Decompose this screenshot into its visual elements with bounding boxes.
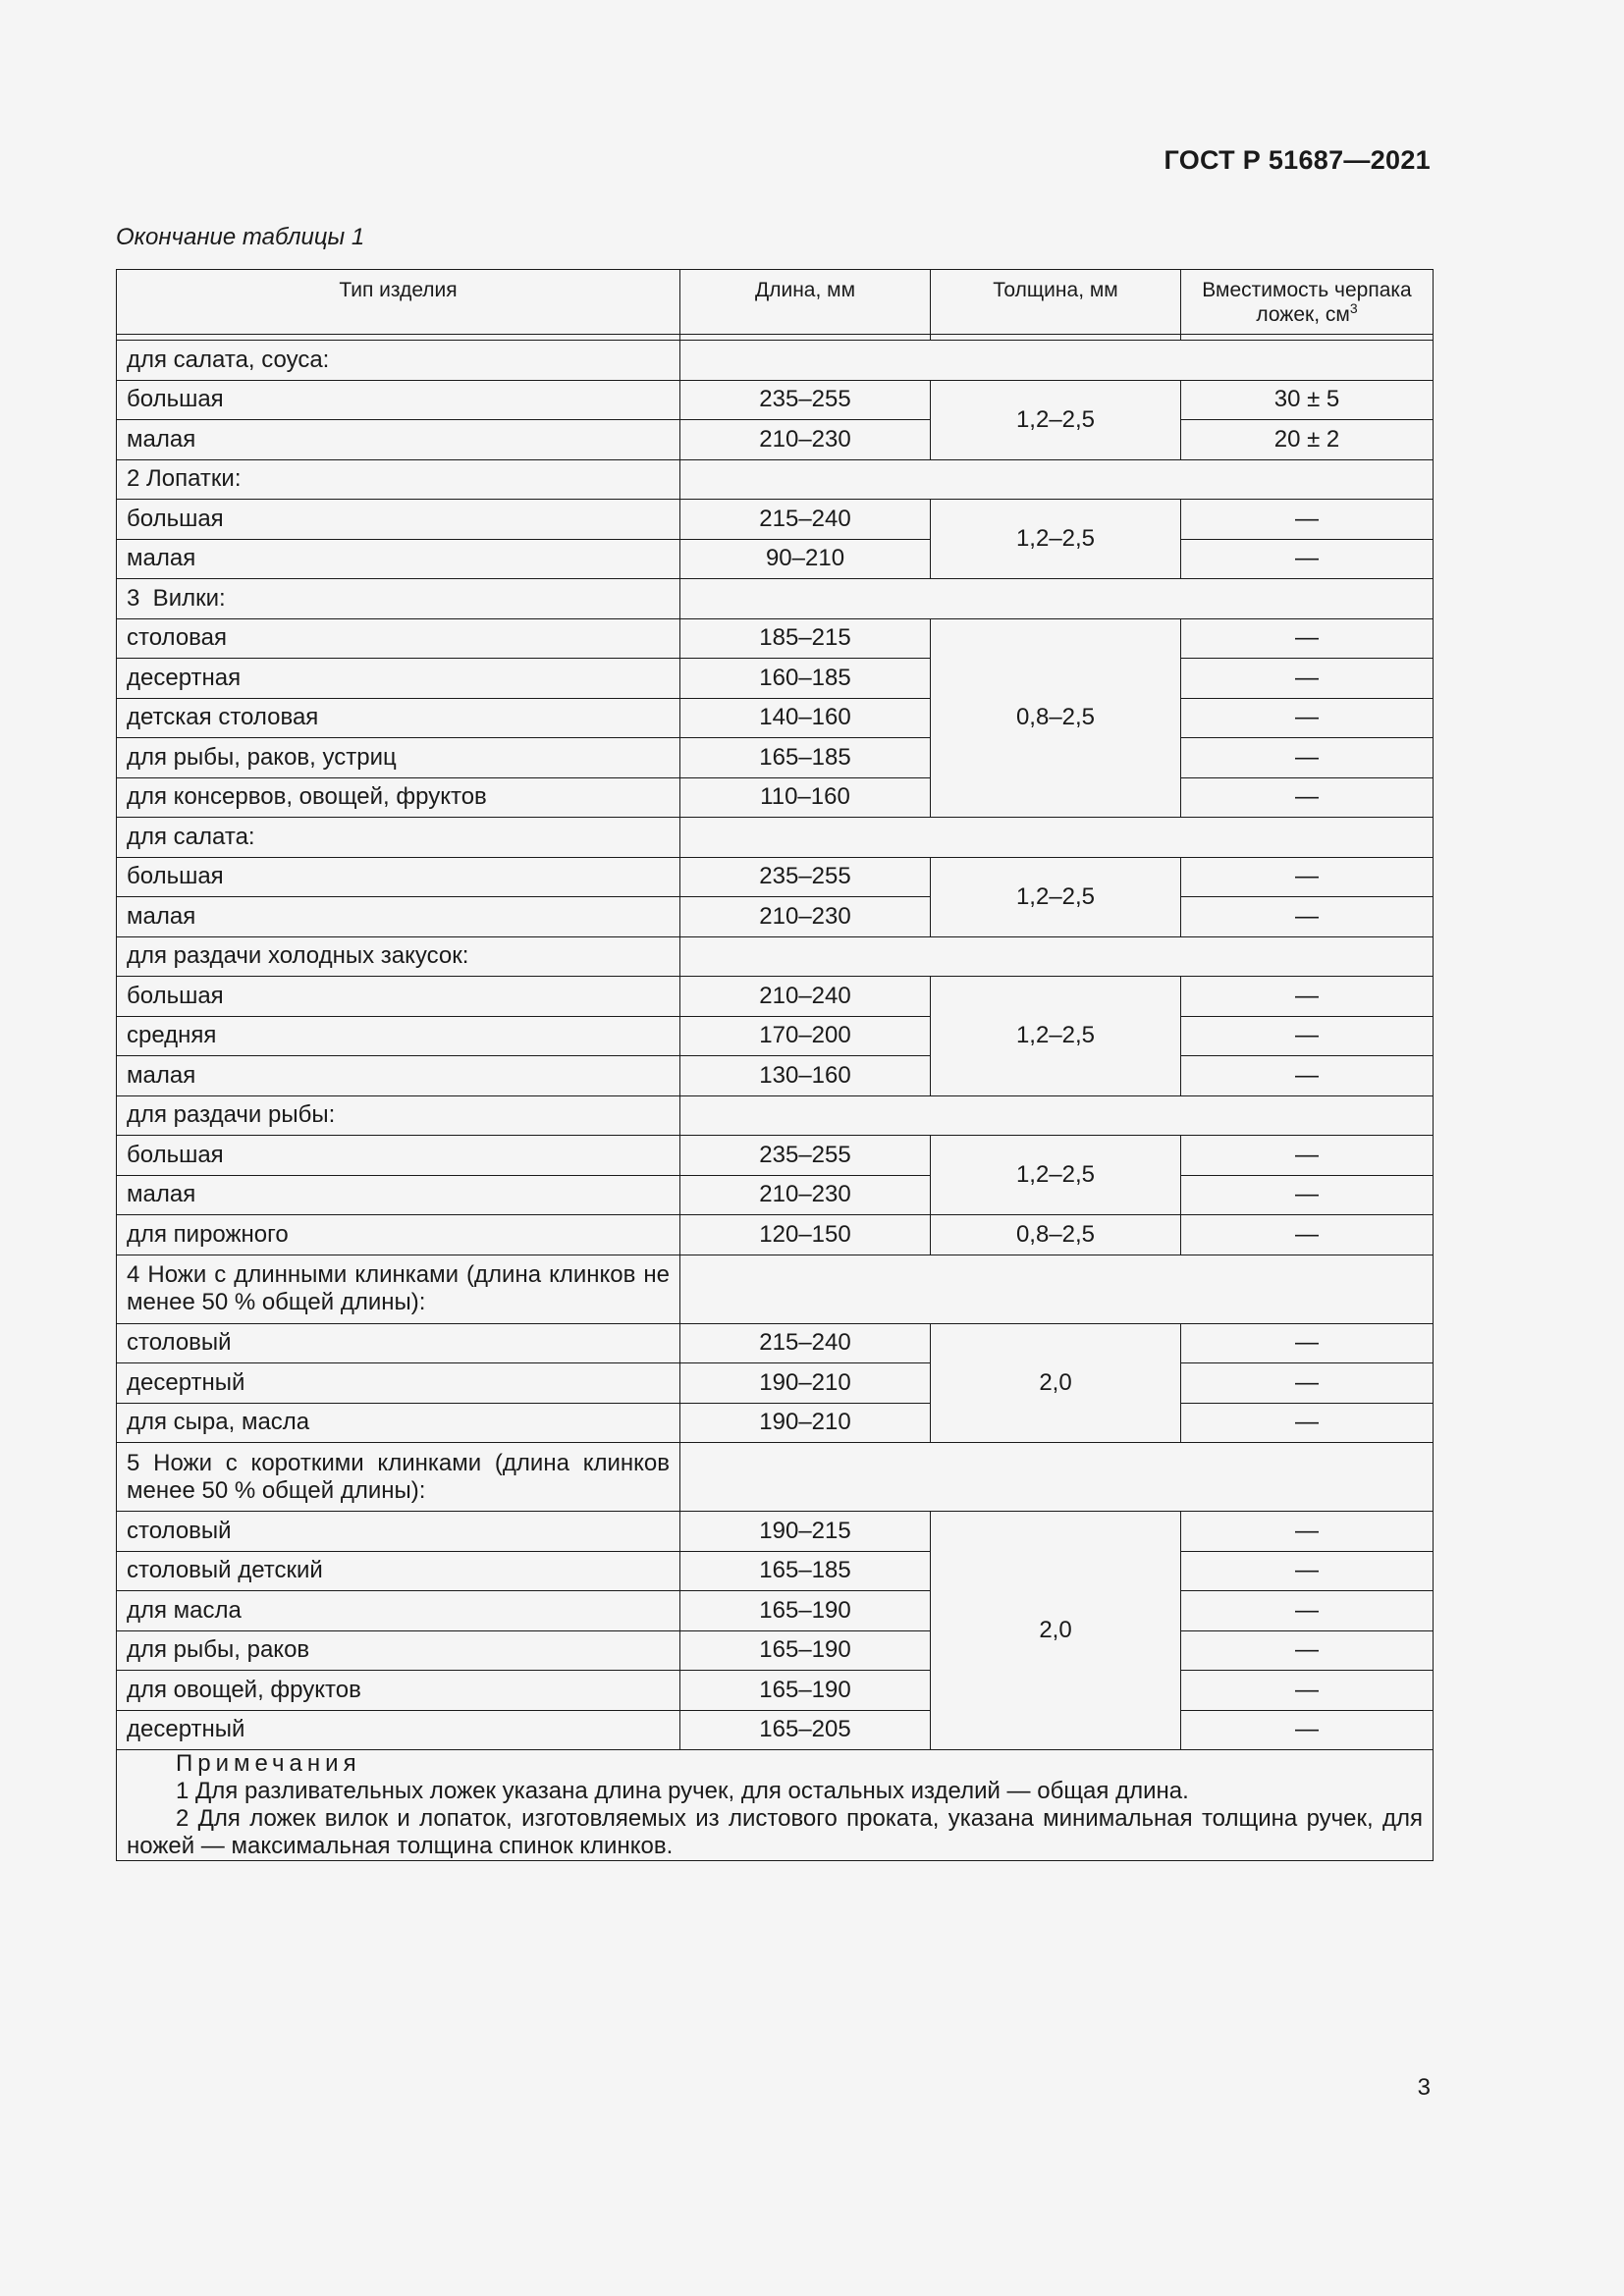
cell-type: для салата, соуса: [117, 341, 680, 381]
cell-type: детская столовая [117, 698, 680, 738]
cell-empty [680, 1095, 1434, 1136]
cell-length: 235–255 [680, 857, 931, 897]
cell-type: десертный [117, 1363, 680, 1404]
cell-thickness: 1,2–2,5 [931, 500, 1181, 579]
cell-thickness: 1,2–2,5 [931, 380, 1181, 459]
cell-length: 235–255 [680, 1136, 931, 1176]
table-row [117, 698, 1434, 738]
cell-thickness: 0,8–2,5 [931, 1215, 1181, 1255]
notes-row [117, 1750, 1434, 1861]
cell-capacity: — [1181, 1323, 1434, 1363]
cell-type: для консервов, овощей, фруктов [117, 777, 680, 818]
table-row [117, 977, 1434, 1017]
cell-capacity: — [1181, 1215, 1434, 1255]
cell-length: 190–215 [680, 1512, 931, 1552]
cell-capacity: — [1181, 1630, 1434, 1671]
cell-type: для пирожного [117, 1215, 680, 1255]
cell-type: средняя [117, 1016, 680, 1056]
cell-length: 190–210 [680, 1363, 931, 1404]
table-row [117, 539, 1434, 579]
table-row [117, 579, 1434, 619]
table-row [117, 1056, 1434, 1096]
table-row [117, 1215, 1434, 1255]
col-header-length: Длина, мм [680, 270, 931, 335]
cell-empty [680, 936, 1434, 977]
cell-type: малая [117, 897, 680, 937]
cell-empty [680, 341, 1434, 381]
cell-capacity: — [1181, 1403, 1434, 1443]
cell-length: 165–205 [680, 1710, 931, 1750]
cell-type: для раздачи рыбы: [117, 1095, 680, 1136]
cell-thickness: 1,2–2,5 [931, 857, 1181, 936]
cell-type: большая [117, 857, 680, 897]
cell-capacity: — [1181, 1512, 1434, 1552]
cell-capacity: — [1181, 1016, 1434, 1056]
table-row [117, 1323, 1434, 1363]
table-row [117, 1512, 1434, 1552]
cell-capacity: — [1181, 897, 1434, 937]
cell-length: 165–190 [680, 1591, 931, 1631]
cell-type: 5 Ножи с короткими клинками (длина клинков менее 50 % общей длины): [117, 1443, 680, 1512]
cell-empty [680, 1443, 1434, 1512]
cell-length: 210–240 [680, 977, 931, 1017]
cell-capacity: — [1181, 1136, 1434, 1176]
cell-empty [680, 459, 1434, 500]
cell-type: для салата: [117, 818, 680, 858]
capacity-header-sup: 3 [1349, 300, 1358, 316]
cell-type: большая [117, 977, 680, 1017]
table-row [117, 1363, 1434, 1404]
cell-capacity: — [1181, 1591, 1434, 1631]
cell-length: 160–185 [680, 659, 931, 699]
cell-capacity: — [1181, 777, 1434, 818]
capacity-header-line1: Вместимость черпака [1202, 279, 1412, 301]
cell-type: большая [117, 1136, 680, 1176]
cell-capacity: — [1181, 977, 1434, 1017]
cell-capacity: — [1181, 500, 1434, 540]
cell-length: 165–185 [680, 738, 931, 778]
cell-length: 110–160 [680, 777, 931, 818]
cell-length: 215–240 [680, 500, 931, 540]
cell-type: малая [117, 420, 680, 460]
cell-capacity: — [1181, 539, 1434, 579]
table-row [117, 1591, 1434, 1631]
cell-length: 190–210 [680, 1403, 931, 1443]
cell-length: 170–200 [680, 1016, 931, 1056]
cell-capacity: 20 ± 2 [1181, 420, 1434, 460]
cell-type: для овощей, фруктов [117, 1671, 680, 1711]
note-1: 1 Для разливательных ложек указана длина ручек, для остальных изделий — общая длина. [176, 1778, 1189, 1804]
col-header-type: Тип изделия [117, 270, 680, 335]
cell-type: для сыра, масла [117, 1403, 680, 1443]
cell-capacity: — [1181, 659, 1434, 699]
table-row [117, 777, 1434, 818]
cell-type: 3 Вилки: [117, 579, 680, 619]
table-notes [117, 1750, 1434, 1861]
cell-thickness: 1,2–2,5 [931, 1136, 1181, 1215]
cell-length: 235–255 [680, 380, 931, 420]
cell-thickness: 0,8–2,5 [931, 618, 1181, 818]
table-row [117, 1630, 1434, 1671]
cell-type: для рыбы, раков, устриц [117, 738, 680, 778]
cell-length: 165–185 [680, 1551, 931, 1591]
table-row [117, 818, 1434, 858]
cell-length: 210–230 [680, 897, 931, 937]
table-row [117, 738, 1434, 778]
cell-type: десертный [117, 1710, 680, 1750]
cell-type: для рыбы, раков [117, 1630, 680, 1671]
table-row [117, 341, 1434, 381]
product-table [116, 269, 1434, 1861]
cell-length: 215–240 [680, 1323, 931, 1363]
cell-capacity: — [1181, 698, 1434, 738]
cell-thickness: 1,2–2,5 [931, 977, 1181, 1096]
table-row [117, 1136, 1434, 1176]
cell-type: малая [117, 1056, 680, 1096]
cell-length: 120–150 [680, 1215, 931, 1255]
table-row [117, 659, 1434, 699]
cell-type: малая [117, 1175, 680, 1215]
cell-type: столовый детский [117, 1551, 680, 1591]
table-row [117, 1443, 1434, 1512]
table-row [117, 380, 1434, 420]
cell-length: 140–160 [680, 698, 931, 738]
table-row [117, 936, 1434, 977]
document-id: ГОСТ Р 51687—2021 [1164, 145, 1431, 175]
cell-type: большая [117, 380, 680, 420]
table-row [117, 1016, 1434, 1056]
notes-title: Примечания [176, 1750, 361, 1777]
cell-length: 130–160 [680, 1056, 931, 1096]
note-2: 2 Для ложек вилок и лопаток, изготовляемых из листового проката, указана минимальная толщина ручек, для ножей — максимальная толщина спинок клинков. [127, 1805, 1423, 1859]
table-row [117, 1095, 1434, 1136]
cell-type: десертная [117, 659, 680, 699]
table-row [117, 1710, 1434, 1750]
cell-type: столовая [117, 618, 680, 659]
cell-length: 210–230 [680, 1175, 931, 1215]
cell-capacity: — [1181, 1175, 1434, 1215]
table-row [117, 1551, 1434, 1591]
cell-type: столовый [117, 1323, 680, 1363]
table-row [117, 420, 1434, 460]
cell-length: 90–210 [680, 539, 931, 579]
table-row [117, 857, 1434, 897]
cell-type: 4 Ножи с длинными клинками (длина клинков не менее 50 % общей длины): [117, 1255, 680, 1323]
page-number: 3 [1417, 2074, 1431, 2101]
cell-capacity: — [1181, 1363, 1434, 1404]
table-row [117, 1175, 1434, 1215]
capacity-header-line2: ложек, см [1256, 303, 1350, 326]
cell-thickness: 2,0 [931, 1512, 1181, 1750]
cell-capacity: — [1181, 1551, 1434, 1591]
cell-capacity: — [1181, 1056, 1434, 1096]
cell-capacity: — [1181, 857, 1434, 897]
table-row [117, 459, 1434, 500]
cell-empty [680, 818, 1434, 858]
table-row [117, 1255, 1434, 1323]
cell-empty [680, 1255, 1434, 1323]
cell-capacity: — [1181, 618, 1434, 659]
cell-type: столовый [117, 1512, 680, 1552]
cell-capacity: 30 ± 5 [1181, 380, 1434, 420]
col-header-capacity [1181, 270, 1434, 335]
cell-type: 2 Лопатки: [117, 459, 680, 500]
cell-thickness: 2,0 [931, 1323, 1181, 1443]
cell-type: большая [117, 500, 680, 540]
cell-type: малая [117, 539, 680, 579]
table-row [117, 500, 1434, 540]
table-row [117, 618, 1434, 659]
cell-length: 210–230 [680, 420, 931, 460]
cell-capacity: — [1181, 1671, 1434, 1711]
cell-capacity: — [1181, 1710, 1434, 1750]
table-caption: Окончание таблицы 1 [116, 224, 365, 250]
cell-empty [680, 579, 1434, 619]
cell-type: для раздачи холодных закусок: [117, 936, 680, 977]
cell-type: для масла [117, 1591, 680, 1631]
cell-length: 165–190 [680, 1671, 931, 1711]
table-row [117, 1403, 1434, 1443]
cell-capacity: — [1181, 738, 1434, 778]
table-row [117, 897, 1434, 937]
table-header-row [117, 270, 1434, 335]
cell-length: 165–190 [680, 1630, 931, 1671]
col-header-thickness: Толщина, мм [931, 270, 1181, 335]
table-row [117, 1671, 1434, 1711]
cell-length: 185–215 [680, 618, 931, 659]
